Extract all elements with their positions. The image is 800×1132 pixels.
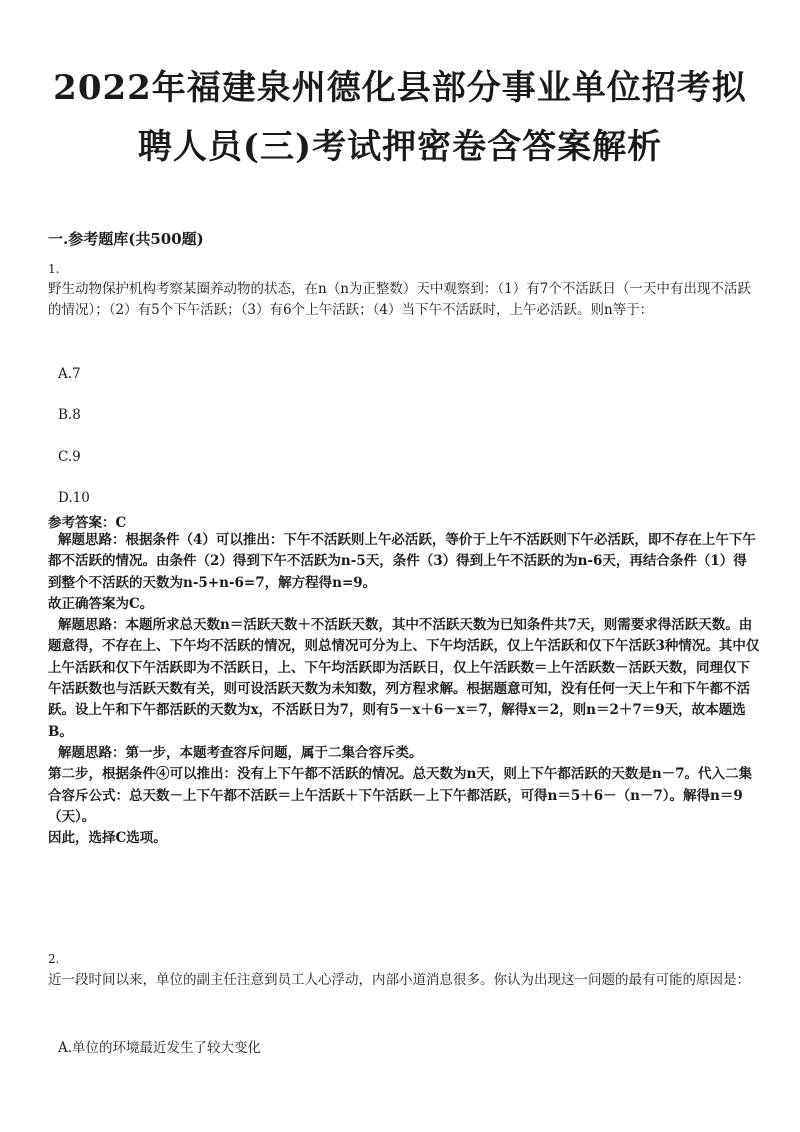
question-1-option-d: D.10	[58, 490, 90, 506]
question-2-number: 2.	[48, 952, 60, 966]
explanation-paragraph: 因此，选择C选项。	[48, 830, 167, 847]
explanation-paragraph: 解题思路：根据条件（4）可以推出：下午不活跃则上午必活跃，等价于上午不活跃则下午必活跃，即不存在上午下午都不活跃的情况。由条件（2）得到下午不活跃为n-5天，条件（3）得到上午不活跃的为n-6天，再结合条件（1）得到整个不活跃的天数为n-5+n-6=7，解方程得n=9。	[48, 532, 756, 591]
question-2-option-a: A.单位的环境最近发生了较大变化	[58, 1040, 262, 1056]
explanation-paragraph: 解题思路：第一步，本题考查容斥问题，属于二集合容斥类。	[58, 744, 423, 761]
section-heading: 一.参考题库(共500题)	[48, 230, 204, 248]
question-1-explanation	[48, 530, 760, 849]
question-1-option-c: C.9	[58, 449, 81, 465]
explanation-paragraph: 故正确答案为C。	[48, 595, 154, 612]
document-title-line-1: 2022年福建泉州德化县部分事业单位招考拟	[53, 68, 747, 108]
explanation-paragraph: 解题思路：本题所求总天数n＝活跃天数＋不活跃天数，其中不活跃天数为已知条件共7天，则需要求得活跃天数。由题意得，不存在上、下午均不活跃的情况，则总情况可分为上、下午均活跃，仅上午活跃和仅下午活跃3种情况。其中仅上午活跃和仅下午活跃即为不活跃日，上、下午均活跃即为活跃日，仅上午活跃数＝上午活跃数－活跃天数，同理仅下午活跃数也与活跃天数有关，则可设活跃天数为未知数，列方程求解。根据题意可知，没有任何一天上午和下午都不活跃。设上午和下午都活跃的天数为x，不活跃日为7，则有5－x＋6－x＝7，解得x＝2，则n＝2＋7＝9天，故本题选B。	[48, 617, 760, 740]
question-1-number: 1.	[48, 262, 60, 276]
explanation-paragraph: 第二步，根据条件④可以推出：没有上下午都不活跃的情况。总天数为n天，则上下午都活跃的天数是n－7。代入二集合容斥公式：总天数－上下午都不活跃＝上午活跃＋下午活跃－上下午都活跃，可得n＝5＋6－（n－7）。解得n＝9（天）。	[48, 766, 753, 825]
question-2-stem: 近一段时间以来，单位的副主任注意到员工人心浮动，内部小道消息很多。你认为出现这一问题的最有可能的原因是：	[48, 972, 750, 988]
question-1-answer: 参考答案：C	[48, 515, 127, 531]
question-1-option-b: B.8	[58, 407, 81, 423]
document-title-line-2: 聘人员(三)考试押密卷含答案解析	[137, 127, 663, 167]
question-1-option-a: A.7	[58, 366, 81, 382]
question-1-stem: 野生动物保护机构考察某圈养动物的状态，在n（n为正整数）天中观察到：（1）有7个不活跃日（一天中有出现不活跃的情况）；（2）有5个下午活跃；（3）有6个上午活跃；（4）当下午不活跃时，上午必活跃。则n等于：	[48, 281, 751, 318]
